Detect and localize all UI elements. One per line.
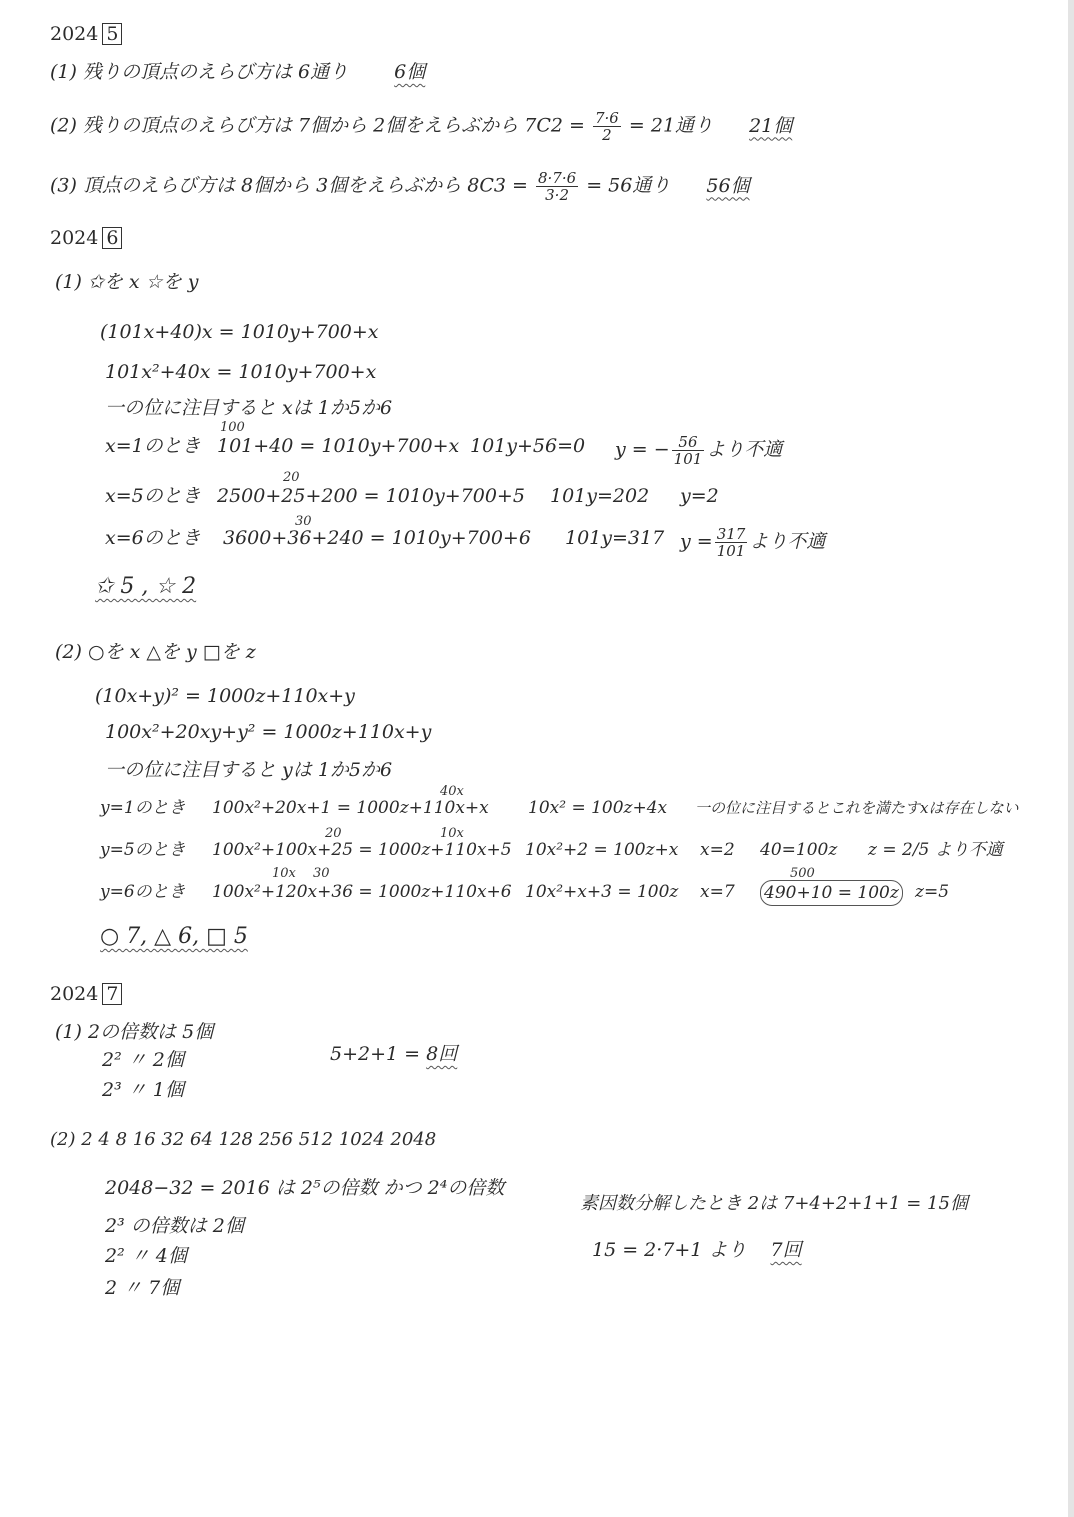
s5-q3: (3) 頂点のえらび方は 8個から 3個をえらぶから 8C3 = $\frac{8\cdot 7\cdot 6}{3\cdot 2}$ = 56通り 56個 bbox=[50, 169, 750, 204]
annotation: 30 bbox=[313, 866, 330, 881]
s5-answer-1: 6個 bbox=[394, 61, 426, 83]
s7-line-a: 2048−32 = 2016 は 2⁵の倍数 かつ 2⁴の倍数 bbox=[105, 1177, 505, 1199]
section-5-header bbox=[50, 22, 122, 46]
s7-row-1: (1) 2の倍数は 5個 bbox=[55, 1021, 214, 1043]
s6-answer-1: ✩ 5 , ☆ 2 bbox=[95, 574, 197, 599]
year: 2024 bbox=[50, 23, 99, 45]
s6-answer-2: ○ 7, △ 6, □ 5 bbox=[100, 924, 248, 949]
year: 2024 bbox=[50, 983, 99, 1005]
s5-answer-2: 21個 bbox=[749, 114, 793, 137]
fraction: $\frac{317}{101}$ bbox=[716, 525, 746, 560]
fraction: $\frac{8\cdot 7\cdot 6}{3\cdot 2}$ bbox=[537, 169, 577, 204]
annotation: 20 bbox=[325, 826, 342, 841]
s7-row-2: 2² 〃 2個 bbox=[102, 1049, 184, 1071]
s7-answer-1: 8回 bbox=[426, 1043, 458, 1065]
annotation: 500 bbox=[790, 866, 815, 881]
s6-case-x1: x=1のとき 101+40 = 1010y+700+x 101y+56=0 y = − $\frac{56}{101}$ より不適 bbox=[105, 433, 783, 468]
s6-case-y6: y=6のとき 100x²+120x+36 = 1000z+110x+6 10x²+x+3 = 100z x=7 490+10 = 100z z=5 bbox=[100, 880, 186, 904]
s7-line-c: 2² 〃 4個 bbox=[105, 1245, 187, 1267]
s7-row-3: 2³ 〃 1個 bbox=[102, 1079, 184, 1101]
fraction: $\frac{7\cdot 6}{2}$ bbox=[594, 109, 619, 144]
s6-case-x5: x=5のとき 2500+25+200 = 1010y+700+5 101y=202 y=2 bbox=[105, 485, 719, 507]
s5-q2: (2) 残りの頂点のえらび方は 7個から 2個をえらぶから 7C2 = $\frac{7\cdot 6}{2}$ = 21通り 21個 bbox=[50, 109, 793, 144]
s7-powers-of-two: (2) 2 4 8 16 32 64 128 256 512 1024 2048 bbox=[50, 1129, 437, 1150]
s7-line-e: 素因数分解したとき 2は 7+4+2+1+1 = 15個 bbox=[580, 1193, 968, 1214]
annotation: 10x bbox=[440, 826, 464, 841]
s6-line-m1: (10x+y)² = 1000z+110x+y bbox=[95, 685, 355, 707]
s6-line-2: 101x²+40x = 1010y+700+x bbox=[105, 361, 377, 383]
problem-number: 5 bbox=[102, 23, 122, 45]
annotation: 40x bbox=[440, 784, 464, 799]
s6-case-y1: y=1のとき 100x²+20x+1 = 1000z+110x+x 10x² = 100z+4x 一の位に注目するとこれを満たすxは存在しない bbox=[100, 798, 1019, 818]
section-6-header bbox=[50, 226, 122, 250]
s5-answer-3: 56個 bbox=[706, 174, 750, 197]
page-edge bbox=[1068, 0, 1074, 1517]
s6-line-m3: 一の位に注目すると yは 1か5か6 bbox=[105, 759, 393, 781]
s6-part-2-heading: (2) ○を x △を y □を z bbox=[55, 641, 256, 663]
s6-case-y5: y=5のとき 100x²+100x+25 = 1000z+110x+5 10x²+2 = 100z+x x=2 40=100z z = 2/5 より不適 bbox=[100, 840, 1003, 860]
s6-line-3: 一の位に注目すると xは 1か5か6 bbox=[105, 397, 393, 419]
annotation: 20 bbox=[283, 470, 300, 485]
s7-answer-2: 7回 bbox=[770, 1239, 802, 1261]
s6-line-m2: 100x²+20xy+y² = 1000z+110x+y bbox=[105, 721, 432, 743]
fraction: $\frac{56}{101}$ bbox=[673, 433, 703, 468]
s7-sum: 5+2+1 = 8回 bbox=[330, 1043, 458, 1065]
s6-line-1: (101x+40)x = 1010y+700+x bbox=[100, 321, 379, 343]
s6-part-1-heading: (1) ✩を x ☆を y bbox=[55, 271, 199, 293]
section-7-header bbox=[50, 982, 122, 1006]
s7-line-d: 2 〃 7個 bbox=[105, 1277, 180, 1299]
year: 2024 bbox=[50, 227, 99, 249]
problem-number: 7 bbox=[102, 983, 122, 1005]
annotation: 30 bbox=[295, 514, 312, 529]
problem-number: 6 bbox=[102, 227, 122, 249]
s7-line-f: 15 = 2·7+1 より 7回 bbox=[592, 1239, 802, 1261]
s7-line-b: 2³ の倍数は 2個 bbox=[105, 1215, 244, 1237]
s5-q1: (1) 残りの頂点のえらび方は 6通り 6個 bbox=[50, 61, 426, 83]
annotation: 100 bbox=[220, 420, 245, 435]
s6-case-x6: x=6のとき 3600+36+240 = 1010y+700+6 101y=317 y = $\frac{317}{101}$ より不適 bbox=[105, 525, 826, 560]
annotation: 10x bbox=[272, 866, 296, 881]
